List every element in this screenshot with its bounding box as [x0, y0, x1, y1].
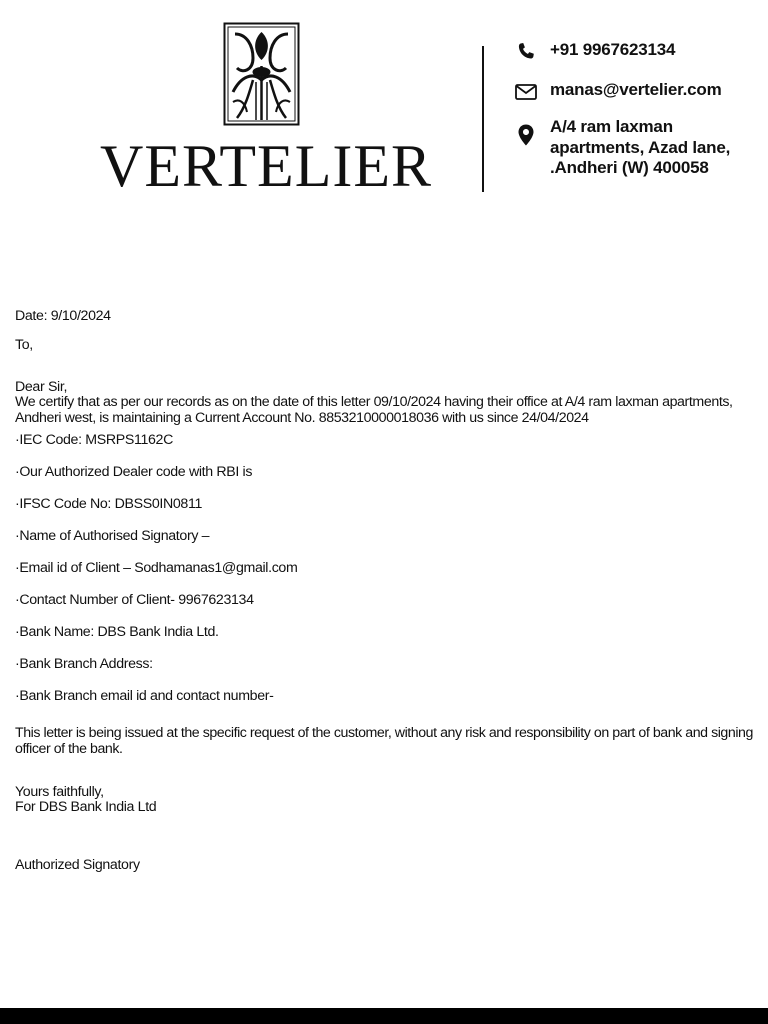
- signoff-for-bank: For DBS Bank India Ltd: [15, 799, 157, 815]
- email-address: manas@vertelier.com: [550, 80, 722, 99]
- contact-email: [514, 80, 746, 104]
- letter-recipient: To,: [15, 337, 33, 353]
- letter-date: Date: 9/10/2024: [15, 308, 111, 324]
- bullet-branch-contact: ·Bank Branch email id and contact number-: [15, 688, 274, 704]
- bullet-signatory-name: ·Name of Authorised Signatory –: [15, 528, 210, 544]
- bullet-bank-name: ·Bank Name: DBS Bank India Ltd.: [15, 624, 219, 640]
- signoff-yours: Yours faithfully,: [15, 784, 104, 800]
- bullet-client-contact: ·Contact Number of Client- 9967623134: [15, 592, 254, 608]
- location-pin-icon: [514, 123, 538, 147]
- letterhead: [0, 0, 768, 210]
- footer-bar: [0, 1008, 768, 1024]
- bullet-client-email: ·Email id of Client – Sodhamanas1@gmail.com: [15, 560, 298, 576]
- bullet-ifsc-code: ·IFSC Code No: DBSS0IN0811: [15, 496, 202, 512]
- bullet-iec-code: ·IEC Code: MSRPS1162C: [15, 432, 173, 448]
- contact-phone: [514, 40, 746, 64]
- phone-number: +91 9967623134: [550, 40, 676, 59]
- authorized-signatory: Authorized Signatory: [15, 857, 140, 873]
- letter-salutation: Dear Sir,: [15, 379, 68, 395]
- letter-signoff: [15, 785, 156, 815]
- phone-icon: [514, 40, 538, 64]
- letter-body: We certify that as per our records as on the date of this letter 09/10/2024 having their office at A/4 ram laxman apartments, Andheri west, is maintaining a Current Account No. 8853210000018036 with us since 24/04/2024: [15, 394, 733, 426]
- bullet-dealer-code: ·Our Authorized Dealer code with RBI is: [15, 464, 253, 480]
- brand-name: VERTELIER: [100, 133, 432, 199]
- postal-address: A/4 ram laxman apartments, Azad lane, .Andheri (W) 400058: [550, 117, 731, 177]
- header-divider: [482, 46, 484, 192]
- contact-address: [514, 117, 746, 179]
- mail-icon: [514, 80, 538, 104]
- logo-emblem-icon: [223, 22, 300, 126]
- bullet-branch-address: ·Bank Branch Address:: [15, 656, 153, 672]
- letter-closing: This letter is being issued at the specific request of the customer, without any risk and responsibility on part of bank and signing officer of the bank.: [15, 725, 753, 757]
